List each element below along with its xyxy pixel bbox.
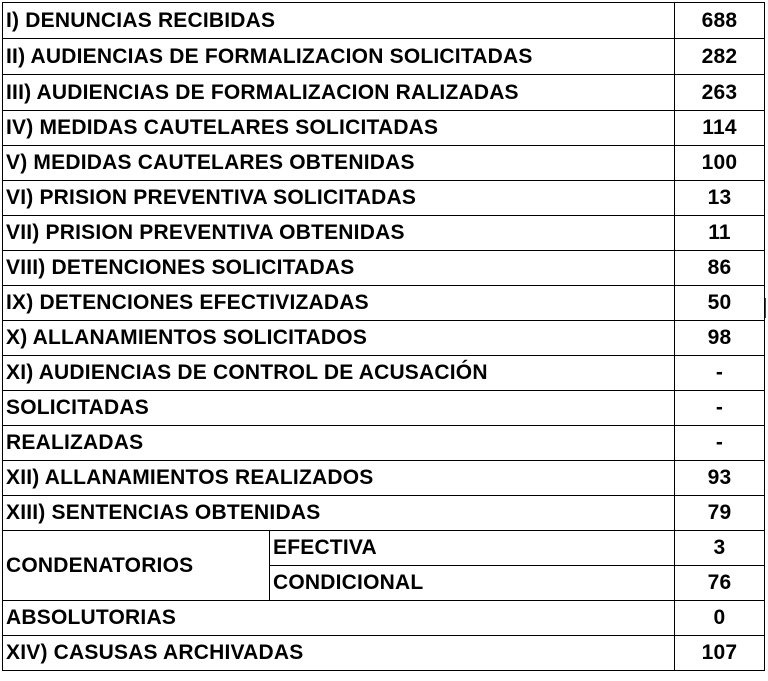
condenatorios-label: CONDENATORIOS xyxy=(3,531,270,601)
table-row xyxy=(3,3,765,39)
row-label: SOLICITADAS xyxy=(3,391,675,426)
table-row xyxy=(3,601,765,636)
row-value: 688 xyxy=(675,3,765,39)
row-label: VI) PRISION PREVENTIVA SOLICITADAS xyxy=(3,181,675,216)
edge-mark xyxy=(765,298,766,318)
table-row xyxy=(3,426,765,461)
table-row xyxy=(3,636,765,671)
row-value: - xyxy=(675,426,765,461)
row-label: IX) DETENCIONES EFECTIVIZADAS xyxy=(3,286,675,321)
row-label: VIII) DETENCIONES SOLICITADAS xyxy=(3,251,675,286)
table-row xyxy=(3,391,765,426)
table-row xyxy=(3,496,765,531)
condicional-value: 76 xyxy=(675,566,765,601)
condicional-label: CONDICIONAL xyxy=(270,566,675,601)
row-value: 114 xyxy=(675,111,765,146)
row-value: 11 xyxy=(675,216,765,251)
row-label: V) MEDIDAS CAUTELARES OBTENIDAS xyxy=(3,146,675,181)
table-row xyxy=(3,461,765,496)
statistics-table xyxy=(2,2,765,671)
row-label: IV) MEDIDAS CAUTELARES SOLICITADAS xyxy=(3,111,675,146)
table-row xyxy=(3,286,765,321)
row-value: 100 xyxy=(675,146,765,181)
row-label: REALIZADAS xyxy=(3,426,675,461)
table-row xyxy=(3,39,765,75)
row-value: 282 xyxy=(675,39,765,75)
absolutorias-value: 0 xyxy=(675,601,765,636)
table-row xyxy=(3,251,765,286)
table-row xyxy=(3,181,765,216)
row-value: - xyxy=(675,391,765,426)
efectiva-label: EFECTIVA xyxy=(270,531,675,566)
row-value: 79 xyxy=(675,496,765,531)
table-row xyxy=(3,356,765,391)
row-label: II) AUDIENCIAS DE FORMALIZACION SOLICITADAS xyxy=(3,39,675,75)
row-value: 50 xyxy=(675,286,765,321)
row-value: 13 xyxy=(675,181,765,216)
row-value: 86 xyxy=(675,251,765,286)
row-label: X) ALLANAMIENTOS SOLICITADOS xyxy=(3,321,675,356)
table-row xyxy=(3,216,765,251)
archivadas-value: 107 xyxy=(675,636,765,671)
table-row xyxy=(3,75,765,111)
table-row xyxy=(3,531,765,566)
row-label: XIII) SENTENCIAS OBTENIDAS xyxy=(3,496,675,531)
row-label: III) AUDIENCIAS DE FORMALIZACION RALIZADAS xyxy=(3,75,675,111)
row-label: I) DENUNCIAS RECIBIDAS xyxy=(3,3,675,39)
efectiva-value: 3 xyxy=(675,531,765,566)
row-label: XI) AUDIENCIAS DE CONTROL DE ACUSACIÓN xyxy=(3,356,675,391)
table-row xyxy=(3,111,765,146)
row-value: - xyxy=(675,356,765,391)
absolutorias-label: ABSOLUTORIAS xyxy=(3,601,675,636)
row-value: 93 xyxy=(675,461,765,496)
row-value: 98 xyxy=(675,321,765,356)
table-row xyxy=(3,321,765,356)
archivadas-label: XIV) CASUSAS ARCHIVADAS xyxy=(3,636,675,671)
row-label: VII) PRISION PREVENTIVA OBTENIDAS xyxy=(3,216,675,251)
table-row xyxy=(3,146,765,181)
row-label: XII) ALLANAMIENTOS REALIZADOS xyxy=(3,461,675,496)
row-value: 263 xyxy=(675,75,765,111)
